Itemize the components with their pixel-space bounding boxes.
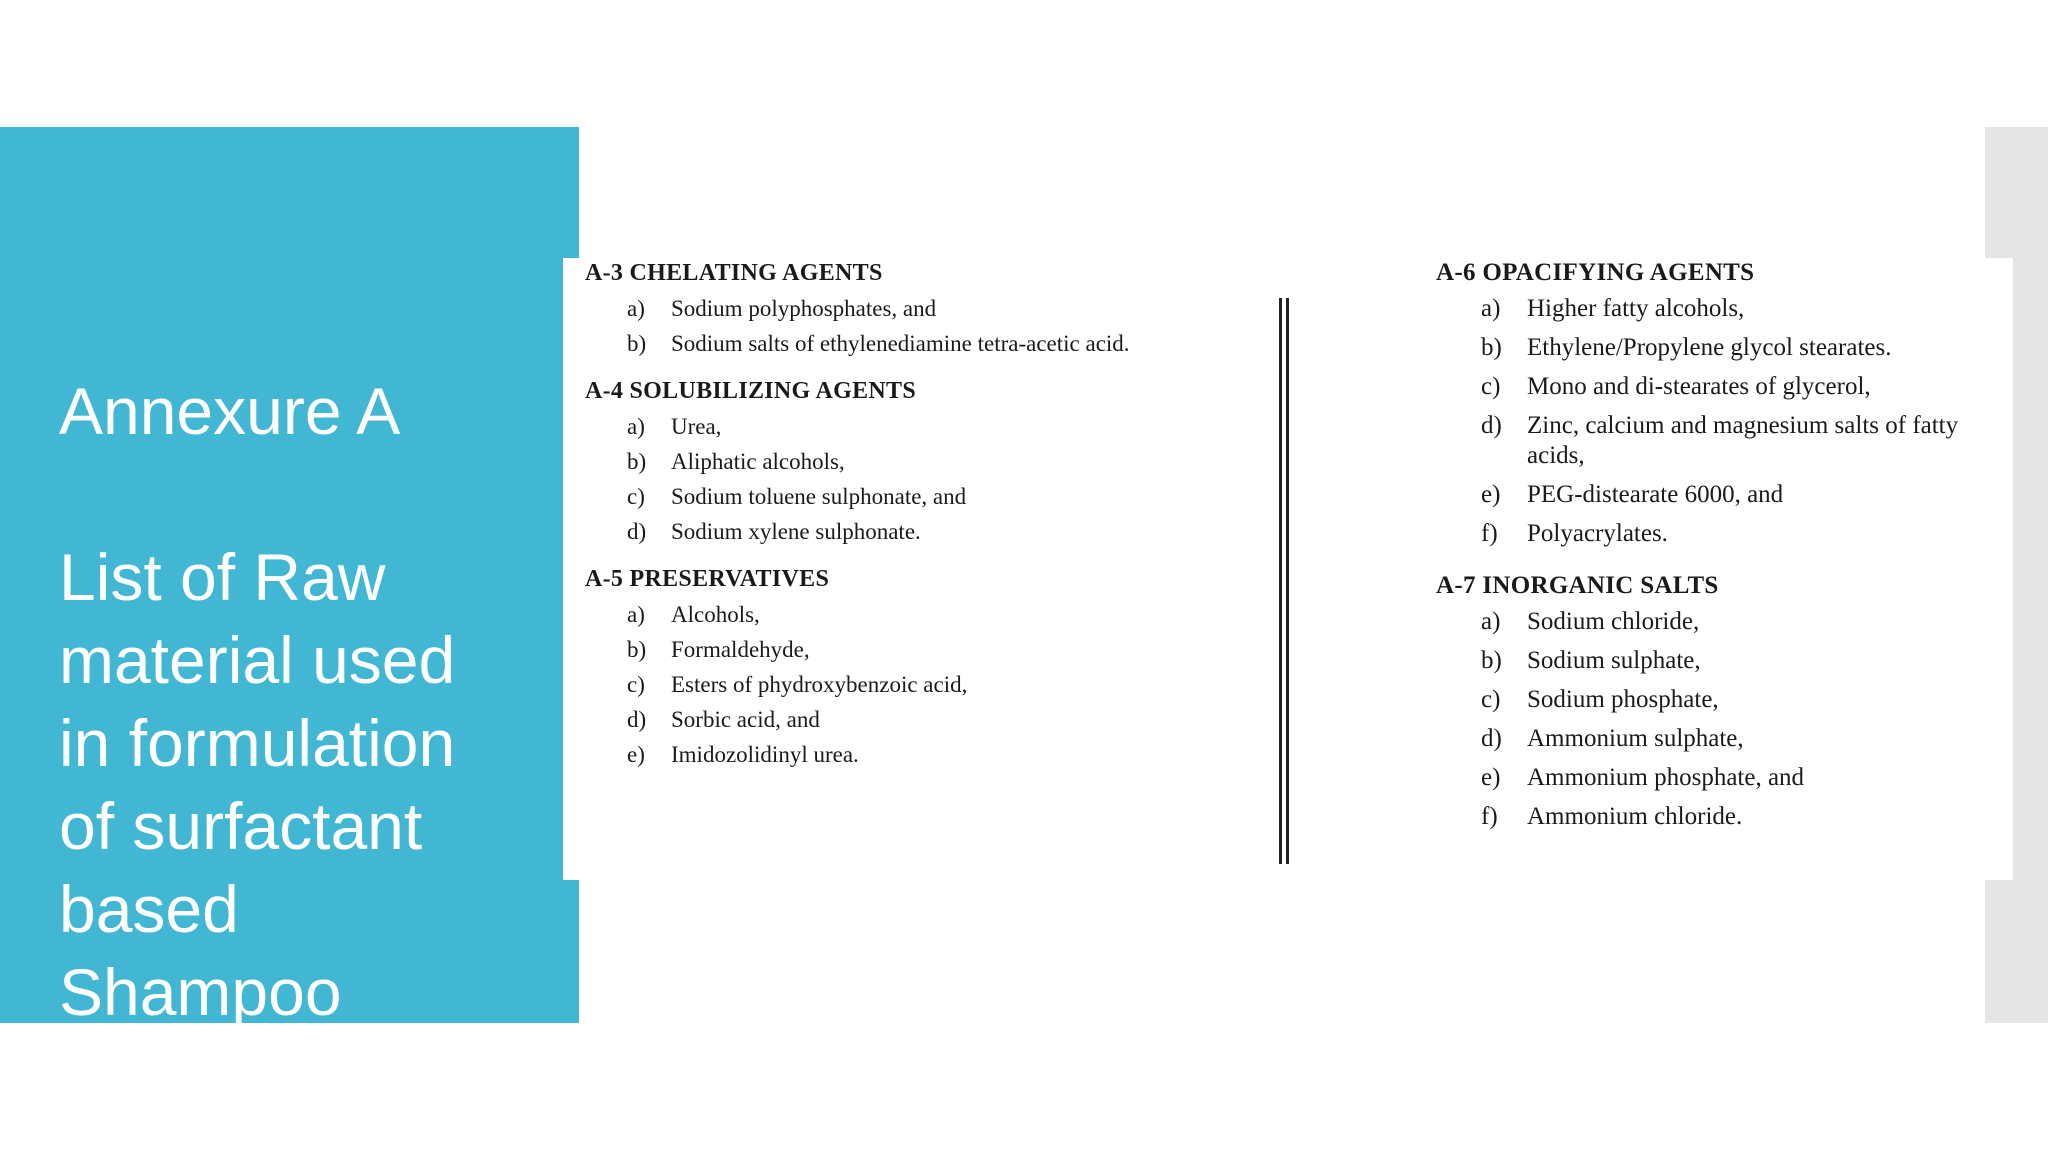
title-spacer — [59, 453, 559, 536]
scanned-document — [563, 258, 2013, 880]
list-item — [585, 329, 1145, 358]
slide-title: Annexure A — [59, 374, 401, 448]
document-section — [585, 564, 1145, 769]
list-item-text: Sodium sulphate, — [1527, 647, 1701, 674]
list-item — [1436, 480, 2006, 510]
list-item — [1436, 333, 2006, 363]
list-item-text: Aliphatic alcohols, — [671, 449, 845, 474]
list-item-label: c) — [627, 484, 645, 509]
list-item — [585, 600, 1145, 629]
list-item-text: Esters of phydroxybenzoic acid, — [671, 672, 968, 697]
list-item-label: d) — [627, 707, 647, 732]
section-list — [585, 412, 1145, 546]
list-item — [585, 447, 1145, 476]
section-list — [585, 600, 1145, 769]
list-item-text: Sodium phosphate, — [1527, 686, 1719, 713]
list-item — [1436, 646, 2006, 676]
list-item-label: e) — [627, 742, 645, 767]
section-heading: A-7 INORGANIC SALTS — [1436, 572, 1719, 599]
list-item-label: e) — [1481, 481, 1501, 508]
document-section — [585, 258, 1145, 358]
list-item-text: Sodium xylene sulphonate. — [671, 519, 921, 544]
section-heading: A-4 SOLUBILIZING AGENTS — [585, 378, 916, 404]
list-item-text: Sodium chloride, — [1527, 608, 1700, 635]
list-item-label: b) — [627, 331, 647, 356]
list-item — [1436, 763, 2006, 793]
list-item — [585, 705, 1145, 734]
list-item-text: Zinc, calcium and magnesium salts of fatty acids, — [1527, 412, 1959, 469]
list-item-text: Sorbic acid, and — [671, 707, 820, 732]
list-item-text: Ammonium phosphate, and — [1527, 764, 1805, 791]
list-item-label: b) — [1481, 334, 1502, 361]
list-item-text: Imidozolidinyl urea. — [671, 742, 859, 767]
title-panel — [0, 127, 579, 1029]
list-item-text: Mono and di-stearates of glycerol, — [1527, 373, 1871, 400]
subtitle-line: material used — [59, 623, 456, 697]
list-item-label: a) — [1481, 608, 1501, 635]
subtitle-line: based — [59, 872, 239, 946]
list-item-label: f) — [1481, 520, 1498, 547]
list-item-label: c) — [1481, 686, 1501, 713]
list-item-text: Alcohols, — [671, 602, 760, 627]
list-item-text: Sodium toluene sulphonate, and — [671, 484, 967, 509]
list-item-text: Polyacrylates. — [1527, 520, 1668, 547]
document-section — [1436, 258, 2006, 549]
list-item — [585, 635, 1145, 664]
section-heading: A-6 OPACIFYING AGENTS — [1436, 259, 1755, 286]
list-item-text: Urea, — [671, 414, 722, 439]
slide-title-block — [59, 370, 559, 1034]
list-item-label: a) — [1481, 295, 1501, 322]
list-item-text: Ammonium chloride. — [1527, 803, 1743, 830]
list-item-text: Formaldehyde, — [671, 637, 810, 662]
column-divider — [1279, 298, 1289, 864]
list-item-label: f) — [1481, 803, 1498, 830]
section-list — [585, 294, 1145, 358]
list-item-label: d) — [1481, 412, 1502, 439]
document-section — [585, 376, 1145, 546]
list-item — [585, 482, 1145, 511]
document-section — [1436, 571, 2006, 832]
list-item-label: b) — [627, 637, 647, 662]
list-item — [1436, 519, 2006, 549]
list-item-label: e) — [1481, 764, 1501, 791]
list-item — [1436, 685, 2006, 715]
list-item — [585, 670, 1145, 699]
list-item-text: Ethylene/Propylene glycol stearates. — [1527, 334, 1892, 361]
list-item-label: a) — [627, 296, 645, 321]
list-item-text: PEG-distearate 6000, and — [1527, 481, 1784, 508]
list-item-text: Higher fatty alcohols, — [1527, 295, 1745, 322]
list-item-label: c) — [627, 672, 645, 697]
list-item — [1436, 607, 2006, 637]
subtitle-line: in formulation — [59, 706, 456, 780]
list-item-label: a) — [627, 414, 645, 439]
list-item-label: a) — [627, 602, 645, 627]
list-item-label: c) — [1481, 373, 1501, 400]
section-list — [1436, 294, 2006, 549]
list-item-text: Sodium polyphosphates, and — [671, 296, 937, 321]
list-item-label: d) — [1481, 725, 1502, 752]
list-item-label: b) — [627, 449, 647, 474]
document-right-column — [1436, 258, 2006, 854]
list-item — [1436, 411, 2006, 471]
list-item-label: d) — [627, 519, 647, 544]
list-item — [1436, 372, 2006, 402]
subtitle-line: List of Raw — [59, 540, 386, 614]
list-item — [585, 294, 1145, 323]
list-item-text: Ammonium sulphate, — [1527, 725, 1744, 752]
document-left-column — [585, 258, 1145, 787]
list-item — [585, 517, 1145, 546]
section-list — [1436, 607, 2006, 832]
list-item — [1436, 724, 2006, 754]
list-item — [585, 740, 1145, 769]
list-item-label: b) — [1481, 647, 1502, 674]
list-item — [1436, 294, 2006, 324]
section-heading: A-5 PRESERVATIVES — [585, 566, 830, 592]
subtitle-line: Shampoo — [59, 955, 342, 1029]
list-item-text: Sodium salts of ethylenediamine tetra-acetic acid. — [671, 331, 1130, 356]
section-heading: A-3 CHELATING AGENTS — [585, 260, 883, 286]
subtitle-line: of surfactant — [59, 789, 423, 863]
list-item — [585, 412, 1145, 441]
list-item — [1436, 802, 2006, 832]
